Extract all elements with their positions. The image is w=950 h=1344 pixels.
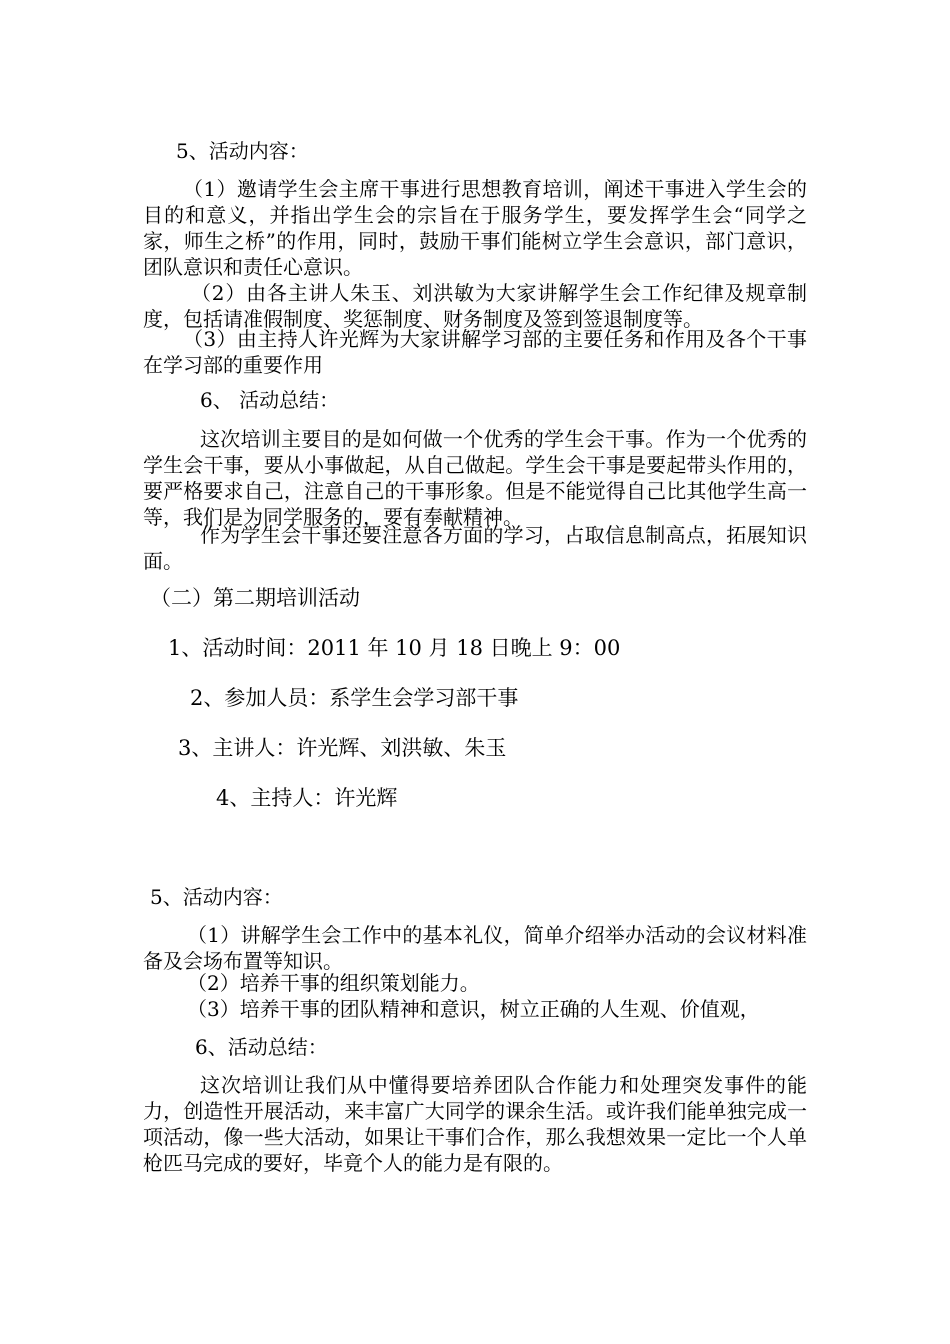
p1-content-item-1: （1）邀请学生会主席干事进行思想教育培训，阐述干事进入学生会的目的和意义，并指出学生会的宗旨在于服务学生，要发挥学生会“同学之家，师生之桥”的作用，同时，鼓励干事们能树立学生会意识，部门意识，团队意识和责任心意识。 — [143, 177, 807, 279]
p2-activity-time: 1、活动时间：2011 年 10 月 18 日晚上 9：00 — [168, 636, 621, 660]
p2-content-item-3: （3）培养干事的团队精神和意识，树立正确的人生观、价值观， — [187, 997, 760, 1021]
p2-summary-paragraph: 这次培训让我们从中懂得要培养团队合作能力和处理突发事件的能力，创造性开展活动，来丰富广大同学的课余生活。或许我们能单独完成一项活动，像一些大活动，如果让干事们合作，那么我想效果一定比一个人单枪匹马完成的要好，毕竟个人的能力是有限的。 — [143, 1073, 807, 1175]
p1-summary-paragraph-2: 作为学生会干事还要注意各方面的学习，占取信息制高点，拓展知识面。 — [143, 523, 807, 573]
p2-host: 4、主持人：许光辉 — [216, 786, 398, 810]
p1-content-item-2: （2）由各主讲人朱玉、刘洪敏为大家讲解学生会工作纪律及规章制度，包括请准假制度、奖惩制度、财务制度及签到签退制度等。 — [143, 281, 807, 331]
p2-section-title: （二）第二期培训活动 — [150, 586, 360, 610]
p2-summary-heading: 6、活动总结： — [195, 1035, 328, 1059]
p2-content-item-2: （2）培养干事的组织策划能力。 — [187, 971, 480, 995]
p2-content-heading: 5、活动内容： — [150, 885, 283, 909]
p1-content-item-3: （3）由主持人许光辉为大家讲解学习部的主要任务和作用及各个干事在学习部的重要作用 — [143, 327, 807, 377]
p1-summary-paragraph-1: 这次培训主要目的是如何做一个优秀的学生会干事。作为一个优秀的学生会干事，要从小事做起，从自己做起。学生会干事是要起带头作用的，要严格要求自己，注意自己的干事形象。但是不能觉得自己比其他学生高一等，我们是为同学服务的，要有奉献精神。 — [143, 427, 807, 529]
p1-content-heading: 5、活动内容： — [176, 139, 309, 163]
p2-speakers: 3、主讲人：许光辉、刘洪敏、朱玉 — [178, 736, 507, 760]
p1-summary-heading: 6、 活动总结： — [200, 388, 340, 412]
p2-participants: 2、参加人员：系学生会学习部干事 — [190, 686, 519, 710]
p2-content-item-1: （1）讲解学生会工作中的基本礼仪，简单介绍举办活动的会议材料准备及会场布置等知识。 — [143, 923, 807, 973]
